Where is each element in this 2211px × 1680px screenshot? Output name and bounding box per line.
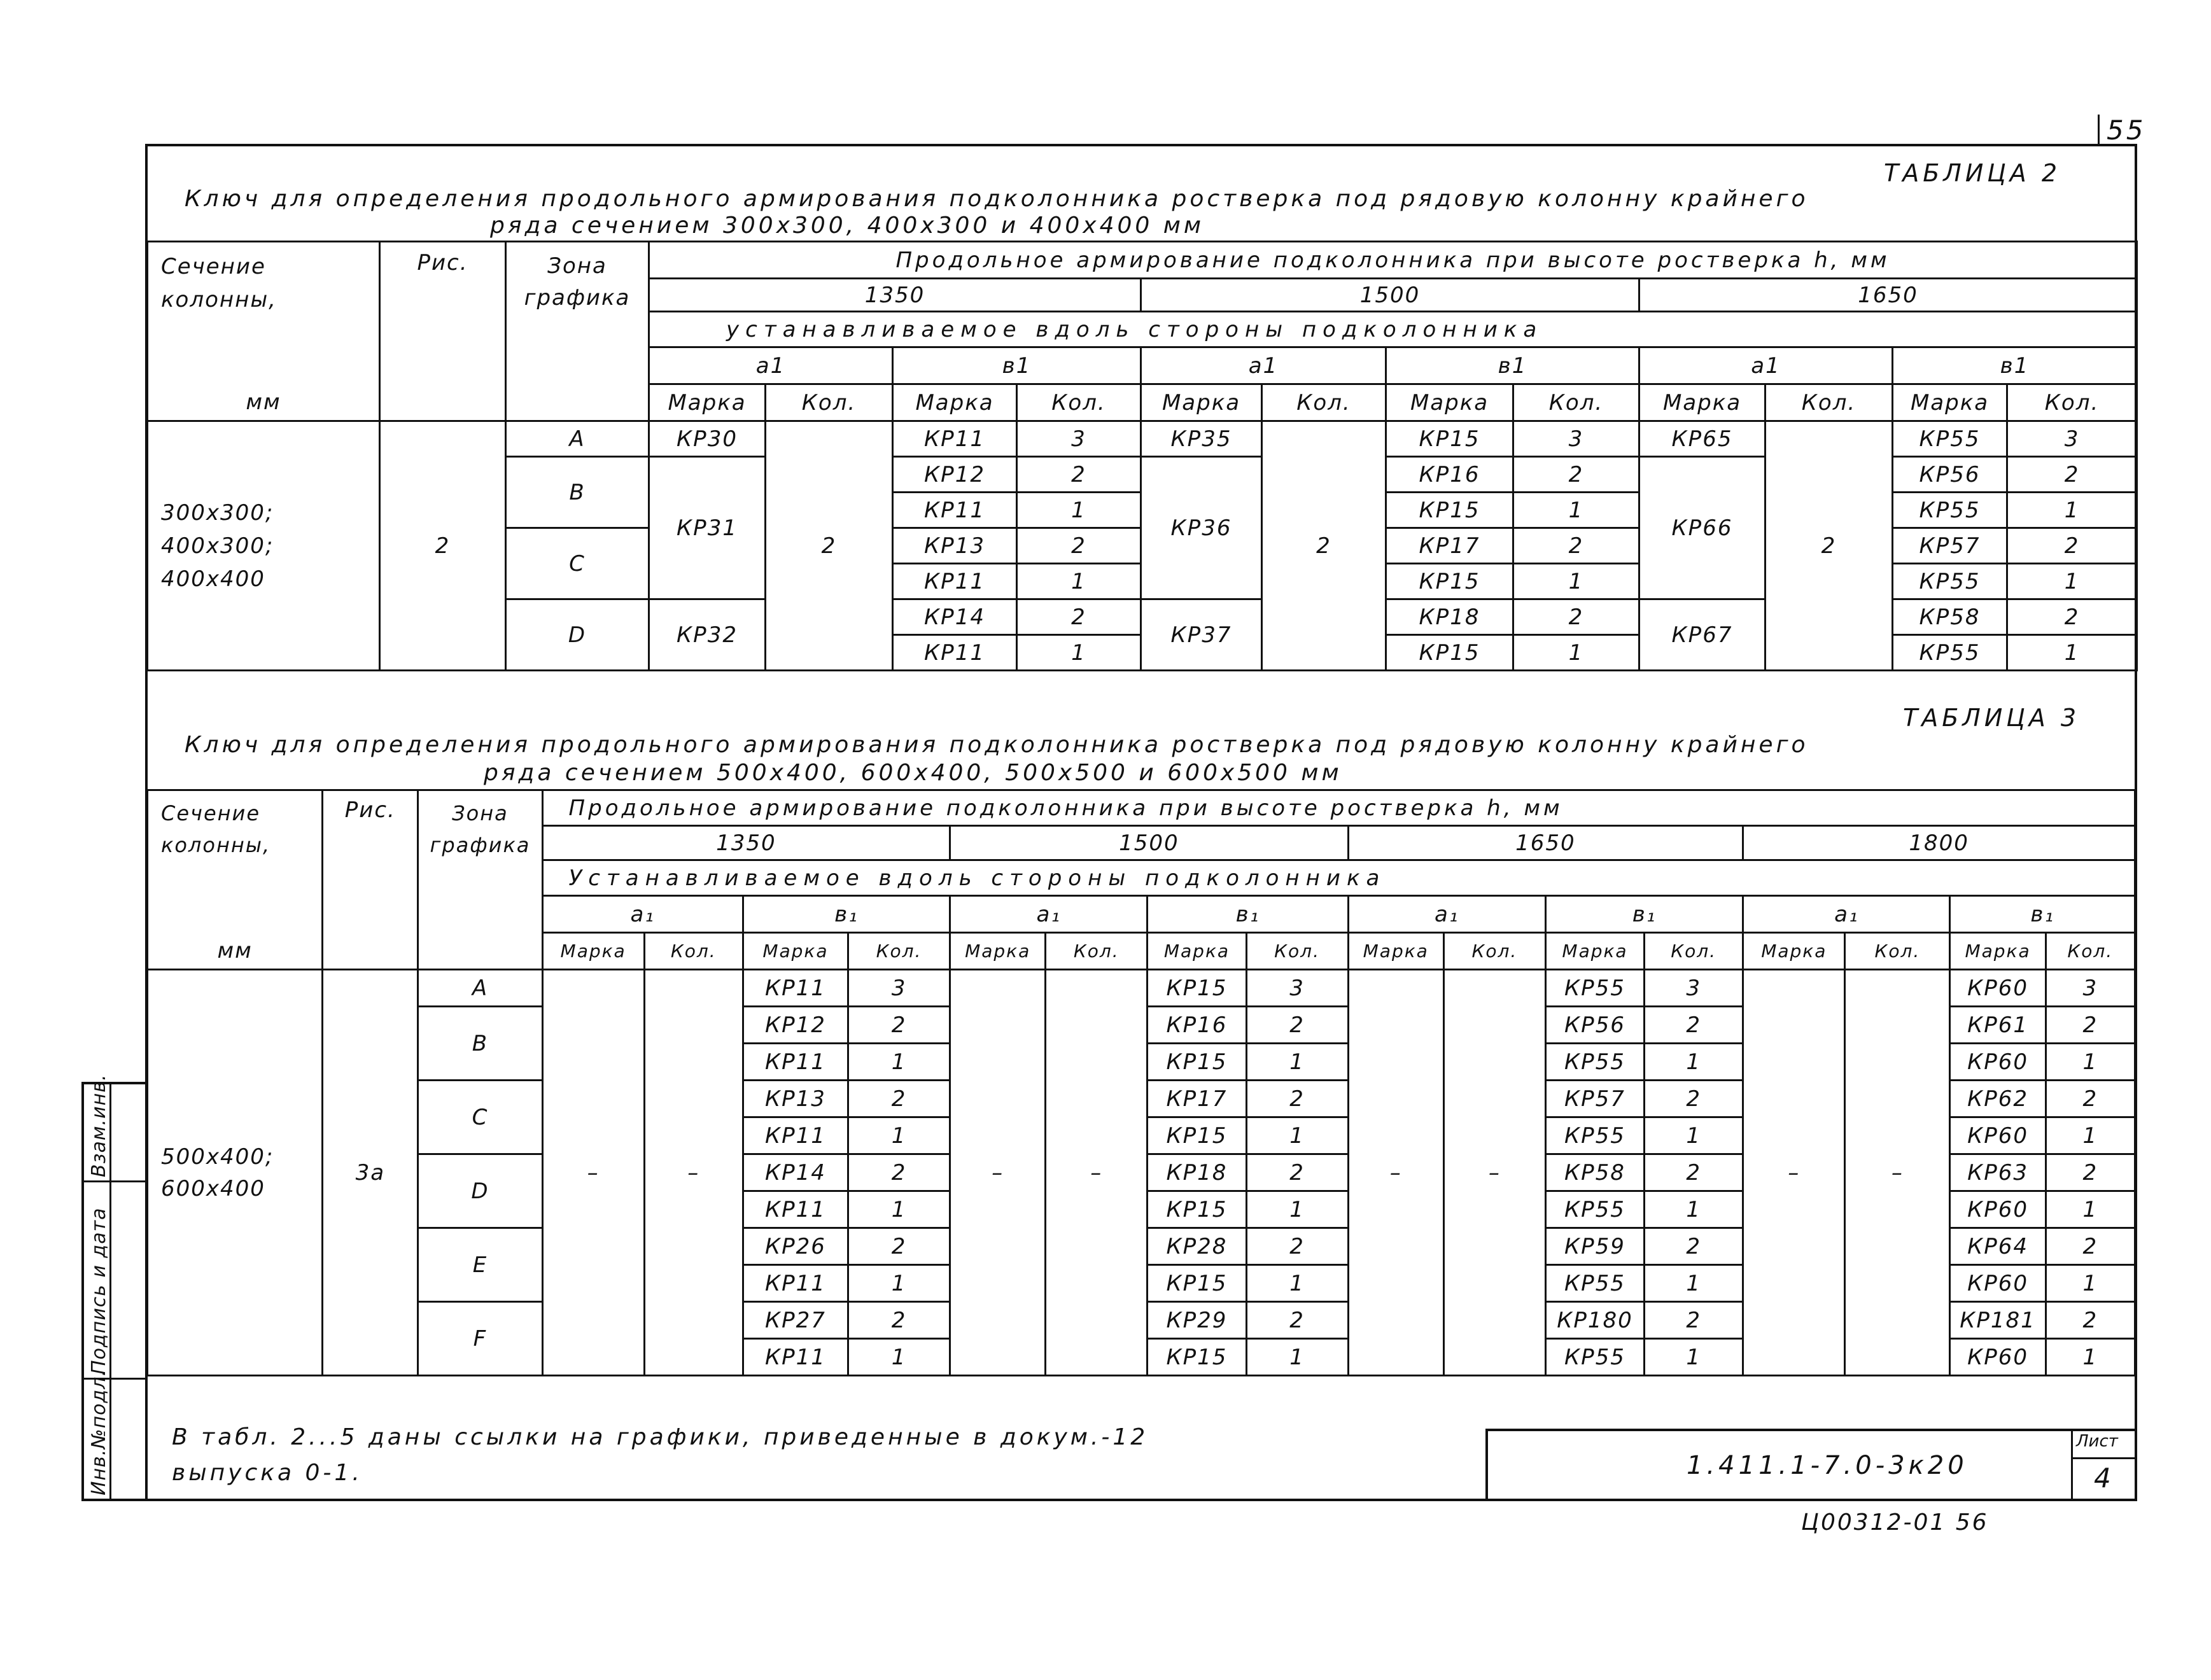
t2-b1-1500-mark: КР15	[1386, 564, 1513, 599]
note-line2: выпуска 0-1.	[172, 1460, 363, 1486]
t3-zone: A	[418, 970, 542, 1007]
t3-b1-1350-qty: 1	[848, 1044, 950, 1081]
t3-b1-1800-qty: 1	[2046, 1339, 2135, 1376]
t2-b1-1650-qty: 2	[2007, 599, 2137, 635]
t2-a1-1500-mark: КР36	[1141, 457, 1262, 599]
t2-a1-1500-mark: КР35	[1141, 421, 1262, 457]
t2-b1-1500-qty: 1	[1513, 635, 1639, 671]
t3-b1-1350-qty: 2	[848, 1302, 950, 1339]
t3-b1-1500-mark: КР28	[1148, 1228, 1246, 1265]
t2-b1-1650-mark: КР58	[1893, 599, 2007, 635]
t3-b1-1350-qty: 2	[848, 1081, 950, 1117]
table2-title-line2: ряда сечением 300х300, 400х300 и 400х400 мм	[490, 213, 1205, 239]
t3-b1-1350-mark: КР12	[743, 1007, 848, 1044]
t3-b1-1650-qty: 1	[1645, 1117, 1743, 1154]
t3-b1-1500-mark: КР16	[1148, 1007, 1246, 1044]
t3-b1-1500-mark: КР15	[1148, 1117, 1246, 1154]
t3-h-mark: Марка	[1545, 933, 1644, 970]
t2-b1-1650-mark: КР56	[1893, 457, 2007, 493]
t2-b1-1500-mark: КР18	[1386, 599, 1513, 635]
t2-b1-1350-mark: КР11	[893, 493, 1017, 528]
t2-zone: C	[506, 528, 649, 599]
t3-b1-1800-qty: 3	[2046, 970, 2135, 1007]
t3-b1-1800-mark: КР60	[1950, 1117, 2046, 1154]
t3-b1-1800-mark: КР60	[1950, 1044, 2046, 1081]
t3-b1-1650-mark: КР55	[1545, 970, 1644, 1007]
table3-title-line1: Ключ для определения продольного армирования подколонника ростверка под рядовую колонну крайнего	[185, 732, 1809, 758]
t3-side-a1: a₁	[1743, 896, 1950, 933]
t3-b1-1650-qty: 1	[1645, 1191, 1743, 1228]
t3-b1-1500-mark: КР29	[1148, 1302, 1246, 1339]
t3-b1-1650-mark: КР55	[1545, 1265, 1644, 1302]
t2-a1-1650-mark: КР66	[1639, 457, 1765, 599]
t3-b1-1500-qty: 2	[1246, 1007, 1348, 1044]
sidebar-inv-label: Инв.№подл.	[88, 1369, 110, 1495]
t3-b1-1650-mark: КР55	[1545, 1191, 1644, 1228]
sheet-number: 4	[2094, 1462, 2114, 1494]
t2-header-zone: Зона графика	[506, 242, 649, 421]
t3-b1-1350-mark: КР27	[743, 1302, 848, 1339]
t3-h-qty: Кол.	[2046, 933, 2135, 970]
t3-fig-value: 3а	[323, 970, 418, 1376]
t2-a1-1650-mark: КР67	[1639, 599, 1765, 671]
t3-height-1350: 1350	[542, 826, 950, 860]
t3-dash: –	[950, 970, 1046, 1376]
t2-b1-1650-mark: КР55	[1893, 635, 2007, 671]
t3-b1-1500-mark: КР15	[1148, 1265, 1246, 1302]
t3-b1-1650-mark: КР59	[1545, 1228, 1644, 1265]
t2-header-installed: устанавливаемое вдоль стороны подколонника	[649, 312, 2137, 347]
t2-section-value: 300х300; 400х300; 400х400	[148, 421, 380, 671]
t2-b1-1350-mark: КР14	[893, 599, 1017, 635]
t3-zone: E	[418, 1228, 542, 1302]
t2-h-mark: Марка	[1386, 384, 1513, 421]
table3	[146, 789, 2136, 1376]
t2-height-1500: 1500	[1141, 279, 1639, 312]
t3-height-1800: 1800	[1743, 826, 2135, 860]
t3-b1-1800-qty: 2	[2046, 1007, 2135, 1044]
t2-b1-1350-mark: КР11	[893, 421, 1017, 457]
t2-fig-value: 2	[380, 421, 506, 671]
t3-b1-1800-mark: КР60	[1950, 1265, 2046, 1302]
t3-b1-1350-qty: 1	[848, 1191, 950, 1228]
t3-b1-1500-qty: 1	[1246, 1265, 1348, 1302]
t3-header-installed: Устанавливаемое вдоль стороны подколонника	[542, 860, 2135, 896]
t2-side-a1-1350: a1	[649, 347, 893, 384]
t3-b1-1500-mark: КР15	[1148, 1044, 1246, 1081]
t3-b1-1800-mark: КР60	[1950, 1191, 2046, 1228]
t3-h-qty: Кол.	[1046, 933, 1148, 970]
t2-h-mark: Марка	[1639, 384, 1765, 421]
t3-b1-1800-qty: 1	[2046, 1191, 2135, 1228]
t3-h-mark: Марка	[1348, 933, 1443, 970]
t3-b1-1350-mark: КР11	[743, 1044, 848, 1081]
t3-b1-1800-qty: 2	[2046, 1081, 2135, 1117]
t3-b1-1650-mark: КР180	[1545, 1302, 1644, 1339]
t3-b1-1650-mark: КР55	[1545, 1117, 1644, 1154]
t3-b1-1350-qty: 2	[848, 1154, 950, 1191]
t3-b1-1500-mark: КР15	[1148, 1191, 1246, 1228]
t3-h-mark: Марка	[950, 933, 1046, 970]
t2-h-qty: Кол.	[766, 384, 893, 421]
t3-dash: –	[644, 970, 743, 1376]
t3-h-mark: Марка	[1743, 933, 1845, 970]
t2-b1-1350-mark: КР13	[893, 528, 1017, 564]
t3-side-b1: в₁	[1545, 896, 1743, 933]
sidebar-replace-label: Взам.инв.	[88, 1074, 110, 1177]
t3-b1-1650-qty: 2	[1645, 1154, 1743, 1191]
t2-b1-1500-qty: 2	[1513, 599, 1639, 635]
t3-b1-1800-mark: КР181	[1950, 1302, 2046, 1339]
t2-b1-1350-mark: КР11	[893, 635, 1017, 671]
t3-b1-1650-qty: 1	[1645, 1339, 1743, 1376]
t3-b1-1650-qty: 2	[1645, 1007, 1743, 1044]
t3-side-a1: a₁	[542, 896, 743, 933]
t2-b1-1350-mark: КР12	[893, 457, 1017, 493]
t3-side-b1: в₁	[1148, 896, 1348, 933]
t3-b1-1800-qty: 1	[2046, 1265, 2135, 1302]
t3-zone: C	[418, 1081, 542, 1154]
t2-b1-1500-mark: КР16	[1386, 457, 1513, 493]
t3-b1-1350-mark: КР26	[743, 1228, 848, 1265]
t3-b1-1500-qty: 2	[1246, 1154, 1348, 1191]
t3-b1-1800-mark: КР62	[1950, 1081, 2046, 1117]
t3-b1-1350-mark: КР11	[743, 970, 848, 1007]
t2-b1-1650-mark: КР55	[1893, 421, 2007, 457]
t3-height-1650: 1650	[1348, 826, 1743, 860]
t2-b1-1350-qty: 3	[1017, 421, 1141, 457]
t2-a1-1650-mark: КР65	[1639, 421, 1765, 457]
t2-a1-1350-qty: 2	[766, 421, 893, 671]
t3-b1-1650-mark: КР58	[1545, 1154, 1644, 1191]
t3-dash: –	[1443, 970, 1545, 1376]
t3-b1-1800-mark: КР63	[1950, 1154, 2046, 1191]
t3-b1-1500-qty: 1	[1246, 1044, 1348, 1081]
title-block-divider	[2071, 1429, 2073, 1501]
t2-a1-1350-mark: КР31	[649, 457, 766, 599]
t3-height-1500: 1500	[950, 826, 1349, 860]
t3-b1-1650-mark: КР57	[1545, 1081, 1644, 1117]
t2-h-qty: Кол.	[1017, 384, 1141, 421]
t2-side-b1-1350: в1	[893, 347, 1141, 384]
t2-b1-1500-qty: 3	[1513, 421, 1639, 457]
t3-b1-1800-mark: КР64	[1950, 1228, 2046, 1265]
t3-dash: –	[1743, 970, 1845, 1376]
t2-b1-1350-qty: 1	[1017, 635, 1141, 671]
t2-b1-1350-qty: 2	[1017, 528, 1141, 564]
t3-b1-1500-qty: 2	[1246, 1302, 1348, 1339]
t3-b1-1800-mark: КР60	[1950, 1339, 2046, 1376]
t2-b1-1500-mark: КР15	[1386, 635, 1513, 671]
t3-b1-1500-mark: КР17	[1148, 1081, 1246, 1117]
table3-caption: ТАБЛИЦА 3	[1903, 704, 2081, 732]
t2-b1-1350-qty: 1	[1017, 493, 1141, 528]
t3-h-mark: Марка	[743, 933, 848, 970]
t3-section-value: 500х400; 600х400	[148, 970, 323, 1376]
t3-b1-1650-mark: КР55	[1545, 1339, 1644, 1376]
t3-h-qty: Кол.	[1845, 933, 1950, 970]
table2-title-line1: Ключ для определения продольного армирования подколонника ростверка под рядовую колонну крайнего	[185, 186, 1809, 212]
t3-h-qty: Кол.	[1443, 933, 1545, 970]
note-line1: В табл. 2...5 даны ссылки на графики, приведенные в докум.-12	[172, 1424, 1149, 1450]
t3-b1-1500-mark: КР15	[1148, 970, 1246, 1007]
t3-h-mark: Марка	[542, 933, 644, 970]
t2-b1-1650-qty: 2	[2007, 528, 2137, 564]
t2-height-1650: 1650	[1639, 279, 2137, 312]
t3-b1-1500-qty: 1	[1246, 1191, 1348, 1228]
t2-h-qty: Кол.	[2007, 384, 2137, 421]
t3-b1-1500-qty: 1	[1246, 1339, 1348, 1376]
table2-caption: ТАБЛИЦА 2	[1884, 159, 2061, 187]
t3-b1-1350-qty: 1	[848, 1265, 950, 1302]
t3-b1-1650-qty: 2	[1645, 1081, 1743, 1117]
t2-side-b1-1500: в1	[1386, 347, 1639, 384]
t2-zone: B	[506, 457, 649, 528]
t3-zone: B	[418, 1007, 542, 1081]
t3-b1-1350-qty: 1	[848, 1339, 950, 1376]
t3-h-qty: Кол.	[848, 933, 950, 970]
sheet-label: Лист	[2076, 1432, 2118, 1451]
t2-b1-1350-qty: 2	[1017, 599, 1141, 635]
t2-b1-1500-qty: 2	[1513, 457, 1639, 493]
t2-b1-1650-mark: КР57	[1893, 528, 2007, 564]
t2-b1-1650-mark: КР55	[1893, 493, 2007, 528]
t2-b1-1350-mark: КР11	[893, 564, 1017, 599]
t3-b1-1500-qty: 2	[1246, 1228, 1348, 1265]
t2-b1-1500-qty: 1	[1513, 493, 1639, 528]
t3-b1-1800-qty: 1	[2046, 1117, 2135, 1154]
t2-header-fig: Рис.	[380, 242, 506, 421]
t2-zone: A	[506, 421, 649, 457]
t3-header-unit: мм	[148, 933, 323, 970]
t2-header-main: Продольное армирование подколонника при высоте ростверка h, мм	[649, 242, 2137, 279]
t3-dash: –	[1348, 970, 1443, 1376]
t2-header-section-text: Сечение колонны,	[161, 254, 277, 312]
t3-b1-1350-mark: КР13	[743, 1081, 848, 1117]
t3-b1-1350-mark: КР11	[743, 1339, 848, 1376]
t2-b1-1650-qty: 3	[2007, 421, 2137, 457]
t3-dash: –	[1046, 970, 1148, 1376]
t3-b1-1500-qty: 3	[1246, 970, 1348, 1007]
t3-zone: F	[418, 1302, 542, 1376]
t3-side-a1: a₁	[950, 896, 1148, 933]
t3-b1-1350-mark: КР11	[743, 1117, 848, 1154]
t2-b1-1650-qty: 1	[2007, 635, 2137, 671]
t3-dash: –	[1845, 970, 1950, 1376]
t3-b1-1500-mark: КР15	[1148, 1339, 1246, 1376]
t3-h-mark: Марка	[1148, 933, 1246, 970]
t3-b1-1800-mark: КР60	[1950, 970, 2046, 1007]
t3-b1-1650-qty: 2	[1645, 1302, 1743, 1339]
t3-b1-1350-qty: 2	[848, 1007, 950, 1044]
t3-header-section: Сечение колонны,	[148, 790, 323, 933]
sidebar-divider	[81, 1180, 148, 1182]
t3-header-fig: Рис.	[323, 790, 418, 970]
t2-h-mark: Марка	[649, 384, 766, 421]
t2-b1-1500-mark: КР15	[1386, 493, 1513, 528]
sidebar-sign-label: Подпись и дата	[88, 1207, 110, 1375]
t2-a1-1500-mark: КР37	[1141, 599, 1262, 671]
t2-a1-1350-mark: КР30	[649, 421, 766, 457]
t3-b1-1500-qty: 2	[1246, 1081, 1348, 1117]
t2-b1-1500-qty: 2	[1513, 528, 1639, 564]
t2-b1-1650-qty: 2	[2007, 457, 2137, 493]
t2-h-mark: Марка	[1141, 384, 1262, 421]
t2-b1-1350-qty: 1	[1017, 564, 1141, 599]
t3-b1-1650-qty: 2	[1645, 1228, 1743, 1265]
t3-b1-1350-qty: 3	[848, 970, 950, 1007]
t2-h-mark: Марка	[893, 384, 1017, 421]
t3-h-qty: Кол.	[1645, 933, 1743, 970]
page-number-rule	[2098, 115, 2100, 146]
t2-b1-1500-qty: 1	[1513, 564, 1639, 599]
t3-b1-1800-mark: КР61	[1950, 1007, 2046, 1044]
t3-side-b1: в₁	[743, 896, 950, 933]
t2-a1-1650-qty: 2	[1765, 421, 1893, 671]
t3-b1-1500-mark: КР18	[1148, 1154, 1246, 1191]
t3-b1-1350-qty: 1	[848, 1117, 950, 1154]
t2-h-qty: Кол.	[1765, 384, 1893, 421]
table3-title-line2: ряда сечением 500х400, 600х400, 500х500 и 600х500 мм	[484, 760, 1342, 786]
title-block-divider	[2071, 1457, 2137, 1459]
t2-b1-1650-qty: 1	[2007, 493, 2137, 528]
t2-a1-1350-mark: КР32	[649, 599, 766, 671]
t3-b1-1350-mark: КР14	[743, 1154, 848, 1191]
t3-b1-1800-qty: 1	[2046, 1044, 2135, 1081]
t3-h-qty: Кол.	[1246, 933, 1348, 970]
t3-side-a1: a₁	[1348, 896, 1545, 933]
t3-zone: D	[418, 1154, 542, 1228]
table2	[146, 241, 2138, 671]
t2-a1-1500-qty: 2	[1262, 421, 1386, 671]
t3-b1-1650-qty: 3	[1645, 970, 1743, 1007]
t2-h-mark: Марка	[1893, 384, 2007, 421]
t3-b1-1650-mark: КР56	[1545, 1007, 1644, 1044]
t3-side-b1: в₁	[1950, 896, 2135, 933]
t3-b1-1650-mark: КР55	[1545, 1044, 1644, 1081]
t3-b1-1800-qty: 2	[2046, 1302, 2135, 1339]
t2-b1-1650-qty: 1	[2007, 564, 2137, 599]
t2-b1-1350-qty: 2	[1017, 457, 1141, 493]
t3-h-mark: Марка	[1950, 933, 2046, 970]
t2-side-b1-1650: в1	[1893, 347, 2137, 384]
t3-h-qty: Кол.	[644, 933, 743, 970]
t3-b1-1650-qty: 1	[1645, 1044, 1743, 1081]
t3-b1-1350-qty: 2	[848, 1228, 950, 1265]
t2-header-section	[148, 242, 380, 384]
t2-side-a1-1650: a1	[1639, 347, 1893, 384]
t3-b1-1800-qty: 2	[2046, 1154, 2135, 1191]
t3-b1-1350-mark: КР11	[743, 1265, 848, 1302]
footer-code: Ц00312-01 56	[1801, 1509, 1989, 1536]
t2-h-qty: Кол.	[1262, 384, 1386, 421]
t2-h-qty: Кол.	[1513, 384, 1639, 421]
t3-b1-1650-qty: 1	[1645, 1265, 1743, 1302]
t2-side-a1-1500: a1	[1141, 347, 1386, 384]
doc-code: 1.411.1-7.0-3к20	[1687, 1451, 1968, 1480]
t2-header-unit: мм	[148, 384, 380, 421]
t2-b1-1500-mark: КР15	[1386, 421, 1513, 457]
t3-b1-1800-qty: 2	[2046, 1228, 2135, 1265]
t2-b1-1500-mark: КР17	[1386, 528, 1513, 564]
t3-b1-1500-qty: 1	[1246, 1117, 1348, 1154]
t3-b1-1350-mark: КР11	[743, 1191, 848, 1228]
page-number-top: 55	[2107, 115, 2146, 146]
t3-header-main: Продольное армирование подколонника при высоте ростверка h, мм	[542, 790, 2135, 826]
t3-header-zone: Зона графика	[418, 790, 542, 970]
t2-zone: D	[506, 599, 649, 671]
t3-dash: –	[542, 970, 644, 1376]
t2-height-1350: 1350	[649, 279, 1141, 312]
t2-b1-1650-mark: КР55	[1893, 564, 2007, 599]
